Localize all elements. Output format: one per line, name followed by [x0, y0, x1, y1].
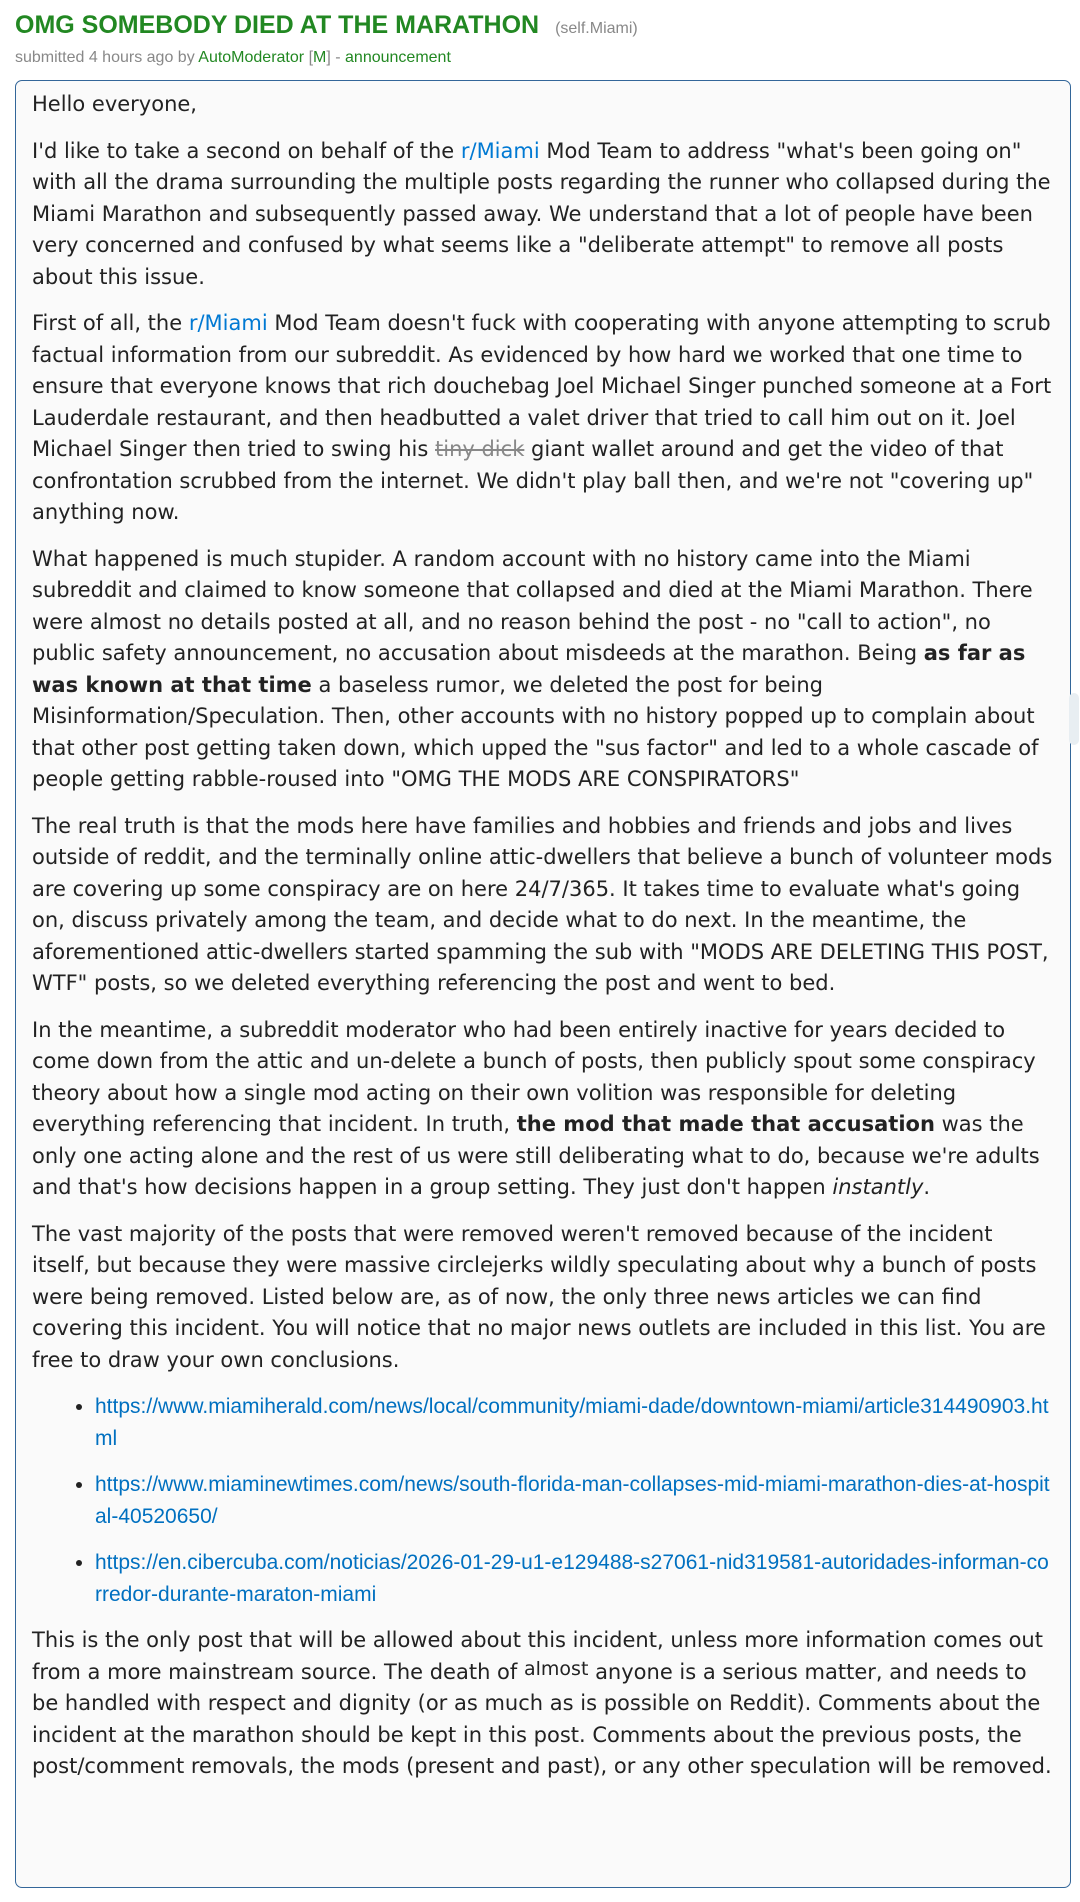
greeting-paragraph: Hello everyone,: [32, 92, 197, 116]
post-header: [15, 8, 1065, 69]
p3-text-a: What happened is much stupider. A random account with no history came into the Miami subreddit and claimed to know someone that collapsed and died at the Miami Marathon. There were almost no details posted at all, and no reason behind the post - no "call to action", no public safety announcement, no accusation about misdeeds at the marathon. Being: [32, 546, 1033, 665]
p2-text-a: First of all, the: [32, 311, 189, 335]
tagline-separator: -: [335, 49, 341, 66]
closing-paragraph: [32, 1625, 1053, 1783]
tagline: [15, 47, 1065, 69]
author-link[interactable]: AutoModerator: [198, 49, 305, 66]
intro-text-a: I'd like to take a second on behalf of the: [32, 138, 461, 163]
p3-text-b: a baseless rumor, we deleted the post for being Misinformation/Speculation. Then, other accounts with no history popped up to complain about that other post getting taken down, which upped the "sus factor" and led to a whole cascade of people getting rabble-roused into "OMG THE MODS ARE CONSPIRATORS": [32, 672, 1039, 791]
post-flair: announcement: [345, 49, 451, 66]
post-body: [15, 80, 1071, 1888]
italic-text: instantly: [832, 1175, 924, 1199]
bold-text: as far as was known at that time: [32, 641, 1026, 697]
moderator-flair[interactable]: M: [313, 49, 327, 66]
what-happened-paragraph: [32, 544, 1053, 796]
post-markdown: [32, 89, 1053, 1783]
bracket-close: ]: [326, 49, 331, 66]
meantime-paragraph: [32, 1015, 1053, 1204]
subreddit-link[interactable]: r/Miami: [188, 311, 268, 335]
post-title[interactable]: OMG SOMEBODY DIED AT THE MARATHON: [15, 11, 540, 39]
list-item: [95, 1469, 1053, 1532]
p2-text-c: giant wallet around and get the video of that confrontation scrubbed from the internet. We didn't play ball then, and we're not "covering up" anything now.: [32, 437, 1034, 524]
p7-text-a: This is the only post that will be allowed about this incident, unless more information comes out from a more mainstream source. The death of: [32, 1628, 1043, 1684]
list-item: [95, 1391, 1053, 1454]
bracket-open: [: [308, 49, 314, 66]
p2-text-b: Mod Team doesn't fuck with cooperating with anyone attempting to scrub factual information from our subreddit. As evidenced by how hard we worked that one time to ensure that everyone knows that rich douchebag Joel Michael Singer punched someone at a Fort Lauderdale restaurant, and then headbutted a valet driver that tried to call him out on it. Joel Michael Singer then tried to swing his: [32, 311, 1052, 461]
by-label: by: [177, 49, 195, 66]
majority-paragraph: The vast majority of the posts that were removed weren't removed because of the incident itself, but because they were massive circlejerks wildly speculating about why a bunch of posts were being removed. Listed below are, as of now, the only three news articles we can find covering this incident. You will notice that no major news outlets are included in this list. You are free to draw your own conclusions.: [32, 1221, 1046, 1372]
news-link-miamiherald[interactable]: https://www.miamiherald.com/news/local/community/miami-dade/downtown-miami/article314490903.html: [95, 1395, 1049, 1450]
bold-text: the mod that made that accusation: [516, 1112, 935, 1136]
p5-text-b: was the only one acting alone and the rest of us were still deliberating what to do, because we're adults and that's how decisions happen in a group setting. They just don't happen: [32, 1112, 1040, 1199]
p5-text-a: In the meantime, a subreddit moderator who had been entirely inactive for years decided to come down from the attic and un-delete a bunch of posts, then publicly spout some conspiracy theory about how a single mod acting on their own volition was responsible for deleting everything referencing that incident. In truth,: [32, 1017, 1036, 1136]
first-of-all-paragraph: [32, 308, 1053, 529]
subreddit-link[interactable]: r/Miami: [460, 138, 540, 163]
list-item: [95, 1547, 1053, 1610]
post-time: 4 hours ago: [88, 49, 174, 66]
title-line: [15, 8, 1065, 46]
scroll-handle[interactable]: [1069, 693, 1079, 745]
intro-text-b: Mod Team to address "what's been going on" with all the drama surrounding the multiple posts regarding the runner who collapsed during the Miami Marathon and subsequently passed away. We understand that a lot of people have been very concerned and confused by what seems like a "deliberate attempt" to remove all posts about this issue.: [32, 138, 1051, 289]
real-truth-paragraph: The real truth is that the mods here have families and hobbies and friends and jobs and lives outside of reddit, and the terminally online attic-dwellers that believe a bunch of volunteer mods are covering up some conspiracy are on here 24/7/365. It takes time to evaluate what's going on, discuss privately among the team, and decide what to do next. In the meantime, the aforementioned attic-dwellers started spamming the sub with "MODS ARE DELETING THIS POST, WTF" posts, so we deleted everything referencing the post and went to bed.: [32, 813, 1053, 995]
intro-paragraph: [32, 136, 1053, 294]
news-links-list: [32, 1391, 1053, 1610]
news-link-miaminewtimes[interactable]: https://www.miaminewtimes.com/news/south-florida-man-collapses-mid-miami-marathon-dies-at-hospital-40520650/: [95, 1473, 1050, 1528]
news-link-cibercuba[interactable]: https://en.cibercuba.com/noticias/2026-01-29-u1-e129488-s27061-nid319581-autoridades-informan-corredor-durante-maraton-miami: [95, 1551, 1049, 1606]
post-domain[interactable]: (self.Miami): [555, 20, 638, 37]
p5-text-c: .: [923, 1175, 931, 1199]
p7-text-b: anyone is a serious matter, and needs to be handled with respect and dignity (or as much as is possible on Reddit). Comments about the incident at the marathon should be kept in this post. Comments about the previous posts, the post/comment removals, the mods (present and past), or any other speculation will be removed.: [32, 1659, 1052, 1778]
superscript-text: almost: [523, 1657, 589, 1680]
strikethrough-text: tiny dick: [435, 437, 525, 461]
submitted-label: submitted: [15, 49, 85, 66]
